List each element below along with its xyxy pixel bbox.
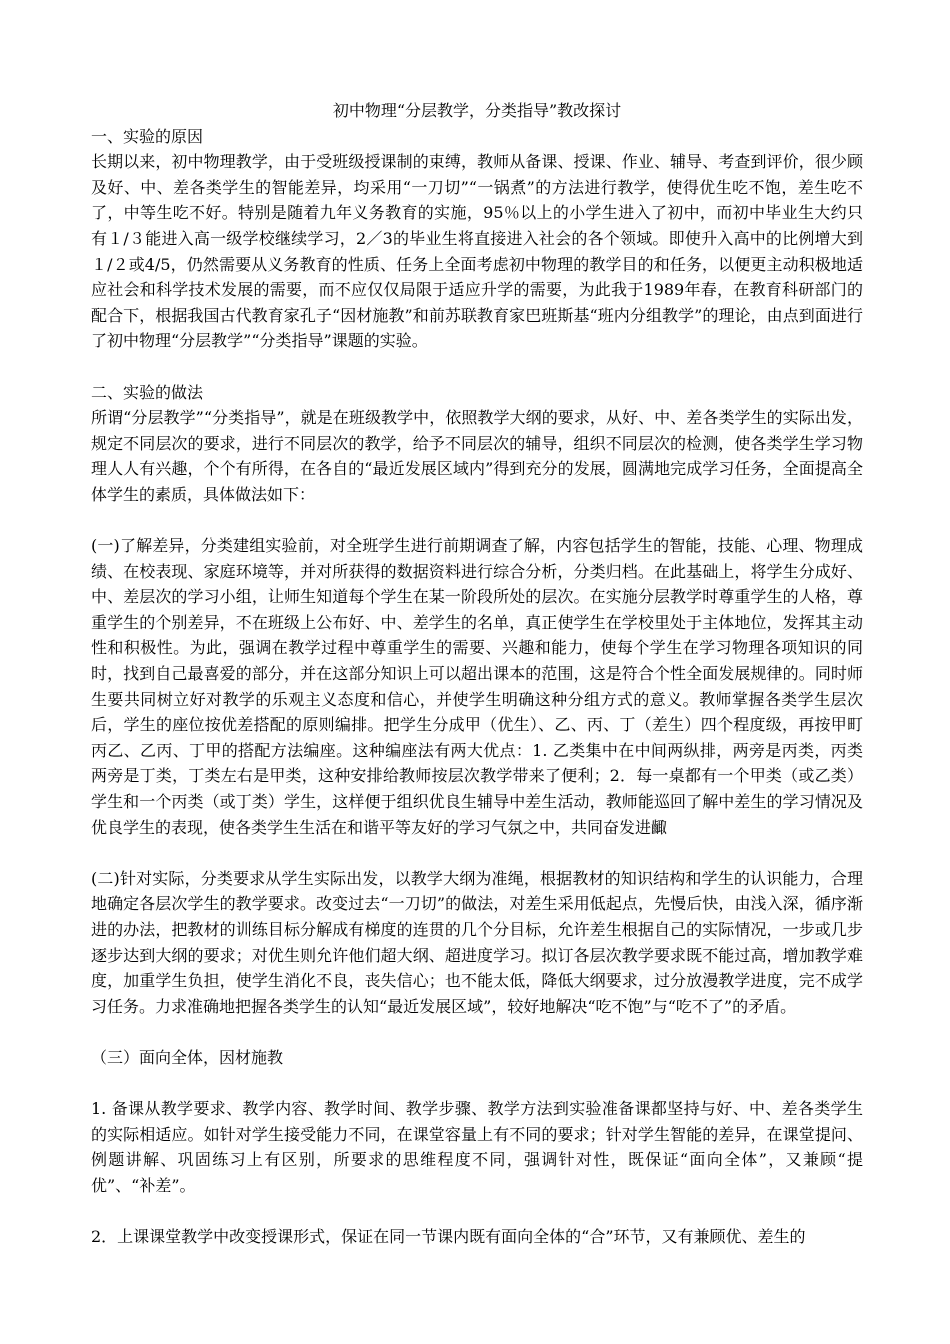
section-heading-reasons: 一、实验的原因 [91,126,204,146]
section-heading-part-three: （三）面向全体，因材施教 [91,1047,284,1067]
paragraph-part-one: (一)了解差异，分类建组实验前，对全班学生进行前期调查了解，内容包括学生的智能，技能、心理、物理成绩、在校表现、家庭环境等，并对所获得的数据资料进行综合分析，分类归档。在此基础上，将学生分成好、中、差层次的学习小组，让师生知道每个学生在某一阶段所处的层次。在实施分层教学时尊重学生的人格，尊重学生的个别差异，不在班级上公布好、中、差学生的名单，真正使学生在学校里处于主体地位，发挥其主动性和积极性。为此，强调在教学过程中尊重学生的需要、兴趣和能力，使每个学生在学习物理各项知识的同时，找到自己最喜爱的部分，并在这部分知识上可以超出课本的范围，这是符合个性全面发展规律的。同时师生要共同树立好对教学的乐观主义态度和信心，并使学生明确这种分组方式的意义。教师掌握各类学生层次后，学生的座位按优差搭配的原则编排。把学生分成甲（优生）、乙、丙、丁（差生）四个程度级，再按甲町丙乙、乙丙、丁甲的搭配方法编座。这种编座法有两大优点：1. 乙类集中在中间两纵排，两旁是丙类，丙类两旁是丁类，丁类左右是甲类，这种安排给教师按层次教学带来了便利；2．每一桌都有一个甲类（或乙类）学生和一个丙类（或丁类）学生，这样便于组织优良生辅导中差生活动，教师能巡回了解中差生的学习情况及优良学生的表现，使各类学生生活在和谐平等友好的学习气氛之中，共同奋发进齱 [91,536,863,837]
document-body [91,98,863,1250]
paragraph-reasons: 长期以来，初中物理教学，由于受班级授课制的束缚，教师从备课、授课、作业、辅导、考查到评价，很少顾及好、中、差各类学生的智能差异，均采用“一刀切”“一锅煮”的方法进行教学，使得优生吃不饱，差生吃不了，中等生吃不好。特别是随着九年义务教育的实施，95％以上的小学生进入了初中，而初中毕业生大约只有１/３能进入高一级学校继续学习，2／3的毕业生将直接进入社会的各个领域。即使升入高中的比例增大到１/２或4/5，仍然需要从义务教育的性质、任务上全面考虑初中物理的教学目的和任务，以便更主动积极地适应社会和科学技术发展的需要，而不应仅仅局限于适应升学的需要，为此我于1989年春，在教育科研部门的配合下，根据我国古代教育家孔子“因材施教”和前苏联教育家巴班斯基“班内分组教学”的理论，由点到面进行了初中物理“分层教学”“分类指导”课题的实验。 [91,152,863,351]
paragraph-gap [91,840,863,866]
section-heading-methods: 二、实验的做法 [91,382,204,402]
paragraph-gap [91,354,863,380]
paragraph-gap [91,1199,863,1225]
paragraph-gap [91,508,863,534]
paragraph-part-two: (二)针对实际，分类要求从学生实际出发，以教学大纲为准绳，根据教材的知识结构和学生的认识能力，合理地确定各层次学生的教学要求。改变过去“一刀切”的做法，对差生采用低起点，先慢后快，由浅入深，循序渐进的办法，把教材的训练目标分解成有梯度的连贯的几个分目标，允许差生根据自己的实际情况，一步或几步逐步达到大纲的要求；对优生则允许他们超大纲、超进度学习。拟订各层次教学要求既不能过高，增加教学难度，加重学生负担，使学生消化不良，丧失信心；也不能太低，降低大纲要求，过分放漫教学进度，完不成学习任务。力求准确地把握各类学生的认知“最近发展区域”，较好地解决“吃不饱”与“吃不了”的矛盾。 [91,868,863,1016]
paragraph-methods: 所谓“分层教学”“分类指导”，就是在班级教学中，依照教学大纲的要求，从好、中、差各类学生的实际出发，规定不同层次的要求，进行不同层次的教学，给予不同层次的辅导，组织不同层次的检测，使各类学生学习物理人人有兴趣，个个有所得，在各自的“最近发展区域内”得到充分的发展，圆满地完成学习任务，全面提高全体学生的素质，具体做法如下： [91,408,863,504]
paragraph-item-two: 2．上课课堂教学中改变授课形式，保证在同一节课内既有面向全体的“合”环节，又有兼顾优、差生的 [91,1227,806,1247]
paragraph-gap [91,1019,863,1045]
document-title: 初中物理“分层教学，分类指导”教改探讨 [332,101,622,120]
paragraph-gap [91,1071,863,1097]
paragraph-item-one: 1. 备课从教学要求、教学内容、教学时间、教学步骤、教学方法到实验准备课都坚持与好、中、差各类学生的实际相适应。如针对学生接受能力不同，在课堂容量上有不同的要求；针对学生智能的差异，在课堂提问、例题讲解、巩固练习上有区别，所要求的思维程度不同，强调针对性，既保证“面向全体”，又兼顾“提优”、“补差”。 [91,1099,863,1195]
